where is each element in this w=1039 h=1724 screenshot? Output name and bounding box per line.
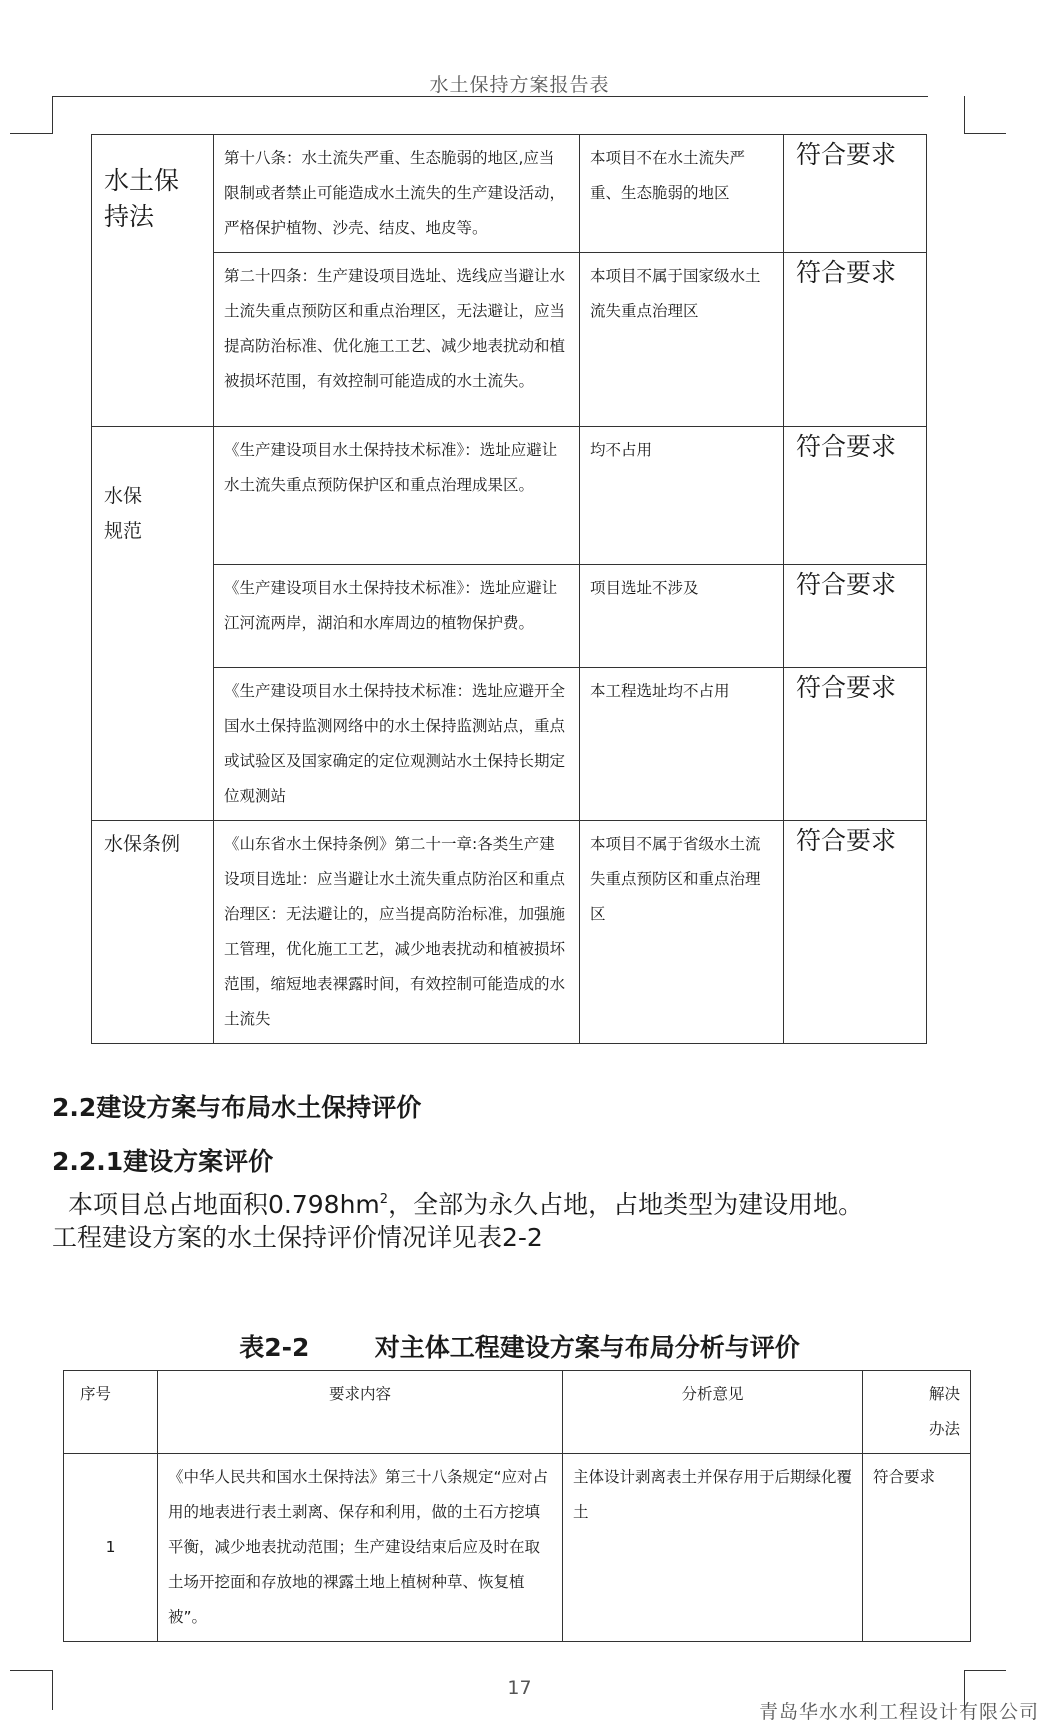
header-rule bbox=[52, 96, 928, 97]
crop-mark-top-left bbox=[52, 96, 53, 134]
table-header-row bbox=[64, 1371, 971, 1454]
requirement-cell: 《生产建设项目水土保持技术标准》：选址应避让水土流失重点预防保护区和重点治理成果区。 bbox=[214, 427, 580, 565]
company-name: 青岛华水水利工程设计有限公司 bbox=[758, 1701, 1039, 1723]
solution-cell: 符合要求 bbox=[863, 1454, 971, 1642]
table-row bbox=[92, 821, 927, 1044]
section-heading: 2.2建设方案与布局水土保持评价 bbox=[52, 1093, 422, 1122]
row-number: 1 bbox=[64, 1454, 158, 1642]
para-superscript: 2 bbox=[379, 1192, 389, 1207]
header-no: 序号 bbox=[64, 1371, 158, 1454]
opinion-cell: 主体设计剥离表土并保存用于后期绿化覆土 bbox=[563, 1454, 863, 1642]
crop-mark-top-right bbox=[964, 96, 965, 134]
header-opinion: 分析意见 bbox=[563, 1371, 863, 1454]
category-cell bbox=[92, 821, 214, 1044]
conclusion-cell: 符合要求 bbox=[784, 668, 927, 821]
table-row bbox=[92, 135, 927, 253]
conclusion-cell: 符合要求 bbox=[784, 135, 927, 253]
analysis-cell: 项目选址不涉及 bbox=[580, 565, 784, 668]
analysis-cell: 本工程选址均不占用 bbox=[580, 668, 784, 821]
crop-mark-top-left-h bbox=[10, 133, 52, 134]
compliance-table bbox=[91, 134, 927, 1044]
requirement-cell: 第十八条：水土流失严重、生态脆弱的地区,应当限制或者禁止可能造成水土流失的生产建设活动，严格保护植物、沙壳、结皮、地皮等。 bbox=[214, 135, 580, 253]
requirement-cell: 《山东省水土保持条例》第二十一章:各类生产建设项目选址：应当避让水土流失重点防治区和重点治理区：无法避让的，应当提高防治标准，加强施工管理，优化施工工艺，减少地表扰动和植被损坏范围，缩短地表裸露时间，有效控制可能造成的水土流失 bbox=[214, 821, 580, 1044]
requirement-cell: 《生产建设项目水土保持技术标准：选址应避开全国水土保持监测网络中的水土保持监测站点，重点或试验区及国家确定的定位观测站水土保持长期定位观测站 bbox=[214, 668, 580, 821]
analysis-cell: 本项目不属于省级水土流失重点预防区和重点治理区 bbox=[580, 821, 784, 1044]
header-solution: 解决 办法 bbox=[863, 1371, 971, 1454]
conclusion-cell: 符合要求 bbox=[784, 821, 927, 1044]
category-label: 水土保 持法 bbox=[104, 166, 180, 231]
table-caption-title: 对主体工程建设方案与布局分析与评价 bbox=[374, 1333, 800, 1362]
table-row bbox=[92, 427, 927, 565]
analysis-cell: 均不占用 bbox=[580, 427, 784, 565]
body-paragraph-line-2: 工程建设方案的水土保持评价情况详见表2-2 bbox=[52, 1223, 543, 1252]
conclusion-cell: 符合要求 bbox=[784, 427, 927, 565]
analysis-cell: 本项目不在水土流失严重、生态脆弱的地区 bbox=[580, 135, 784, 253]
table-caption bbox=[0, 1328, 1039, 1364]
table-row bbox=[92, 668, 927, 821]
category-cell bbox=[92, 427, 214, 821]
evaluation-table bbox=[63, 1370, 971, 1642]
crop-mark-top-right-h bbox=[964, 133, 1006, 134]
conclusion-cell: 符合要求 bbox=[784, 565, 927, 668]
category-label: 水保 规范 bbox=[104, 485, 143, 542]
page-number: 17 bbox=[507, 1677, 532, 1699]
section-subheading: 2.2.1建设方案评价 bbox=[52, 1147, 274, 1176]
para-text-post: ，全部为永久占地，占地类型为建设用地。 bbox=[388, 1190, 864, 1219]
table-caption-number: 表2-2 bbox=[239, 1333, 310, 1362]
category-label: 水保条例 bbox=[104, 833, 181, 855]
requirement-cell: 《生产建设项目水土保持技术标准》：选址应避让江河流两岸，湖泊和水库周边的植物保护费。 bbox=[214, 565, 580, 668]
category-cell bbox=[92, 135, 214, 427]
crop-mark-bottom-left-h bbox=[10, 1670, 52, 1671]
table-row bbox=[92, 565, 927, 668]
table-row bbox=[64, 1454, 971, 1642]
content-cell: 《中华人民共和国水土保持法》第三十八条规定“应对占用的地表进行表土剥离、保存和利用，做的土石方挖填平衡，减少地表扰动范围；生产建设结束后应及时在取土场开挖面和存放地的裸露土地上植树种草、恢复植被”。 bbox=[158, 1454, 563, 1642]
para-text-pre: 本项目总占地面积0.798hm bbox=[68, 1190, 380, 1219]
requirement-cell: 第二十四条：生产建设项目选址、选线应当避让水土流失重点预防区和重点治理区，无法避让，应当提高防治标准、优化施工工艺、减少地表扰动和植被损坏范围，有效控制可能造成的水土流失。 bbox=[214, 253, 580, 427]
page-header-title: 水土保持方案报告表 bbox=[429, 74, 610, 96]
header-content: 要求内容 bbox=[158, 1371, 563, 1454]
crop-mark-bottom-right-h bbox=[964, 1670, 1006, 1671]
conclusion-cell: 符合要求 bbox=[784, 253, 927, 427]
analysis-cell: 本项目不属于国家级水土流失重点治理区 bbox=[580, 253, 784, 427]
table-row bbox=[92, 253, 927, 427]
